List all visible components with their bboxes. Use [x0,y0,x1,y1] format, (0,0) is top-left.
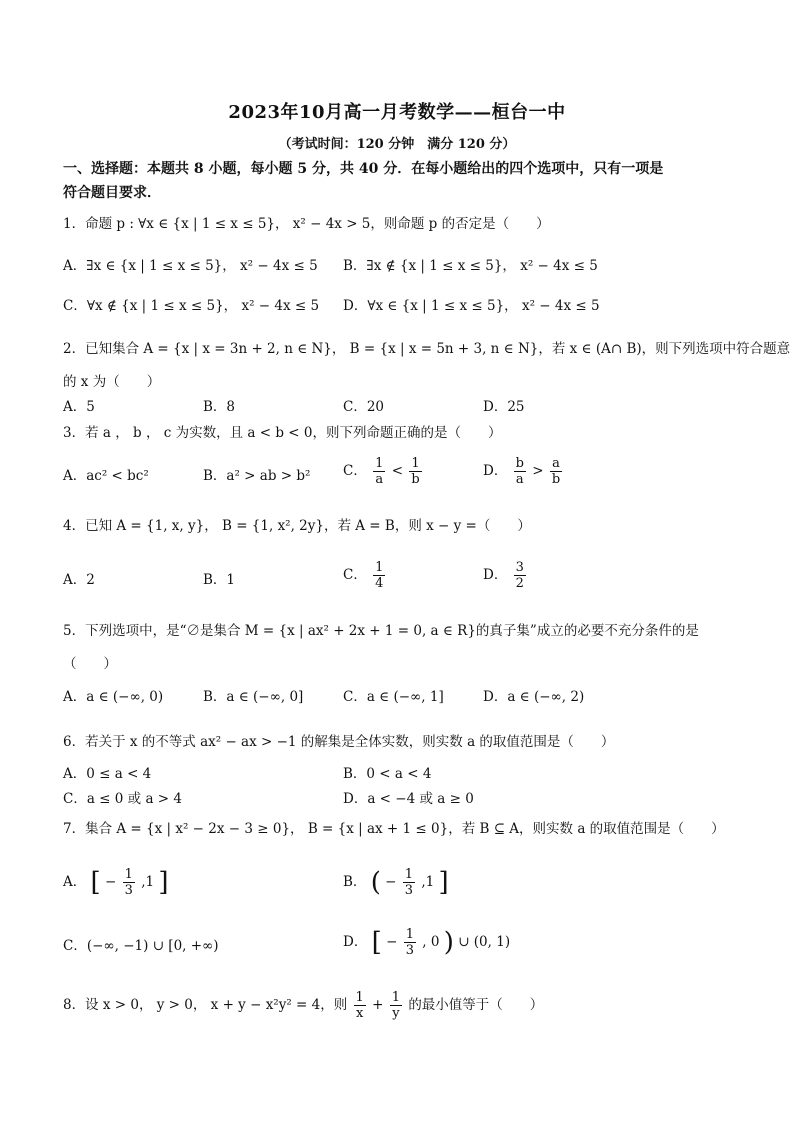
section-heading-line1: 一、选择题：本题共 8 小题，每小题 5 分，共 40 分．在每小题给出的四个选项中，只有一项是 [63,161,664,177]
numerator: 1 [375,560,384,575]
question-2-option-c: C．20 [343,399,385,415]
fraction [373,456,385,487]
question-1-option-a: A．∃x ∈ {x | 1 ≤ x ≤ 5}， x² − 4x ≤ 5 [63,258,318,274]
right-bracket: ] [158,867,169,898]
minus-sign: − [105,874,117,890]
option-label: C． [343,567,367,583]
question-6-option-c: C．a ≤ 0 或 a > 4 [63,791,182,807]
denominator: 3 [405,943,414,958]
numerator: 1 [391,990,401,1005]
upper-bound: , 0 [422,934,440,950]
numerator: 1 [375,456,384,471]
option-label: D． [343,934,368,950]
denominator: 2 [515,576,524,591]
denominator: a [375,472,384,487]
question-2-option-b: B．8 [203,399,236,415]
fraction [403,867,415,898]
question-7-option-a [63,867,169,898]
option-label: D． [483,567,508,583]
numerator: 1 [405,927,414,942]
question-5-option-c: C．a ∈ (−∞, 1] [343,689,444,705]
denominator: 3 [124,883,133,898]
question-5-stem-continued: （ ） [63,656,117,672]
question-1-option-d: D．∀x ∈ {x | 1 ≤ x ≤ 5}， x² − 4x ≤ 5 [343,298,600,314]
denominator: b [411,472,420,487]
option-label: B． [343,874,367,890]
question-2-stem-continued: 的 x 为（ ） [63,374,161,390]
minus-sign: − [386,934,398,950]
left-bracket: [ [371,927,382,958]
operator: < [391,463,404,479]
question-4-option-a: A．2 [63,572,95,588]
right-bracket: ) [443,927,454,958]
question-8-stem-post: 的最小值等于（ ） [408,997,544,1013]
question-8-stem [63,990,543,1021]
numerator: 1 [355,990,364,1005]
question-1-option-b: B．∃x ∉ {x | 1 ≤ x ≤ 5}， x² − 4x ≤ 5 [343,258,598,274]
question-5-option-a: A．a ∈ (−∞, 0) [63,689,164,705]
fraction [123,867,135,898]
numerator: b [515,456,524,471]
denominator: 3 [404,883,414,898]
question-8-stem-pre: 8．设 x > 0， y > 0， x + y − x²y² = 4，则 [63,997,348,1013]
question-3-option-d [483,456,564,487]
fraction [390,990,402,1021]
fraction [404,927,416,958]
question-3-option-a: A．ac² < bc² [63,468,149,484]
numerator: 1 [124,867,133,882]
right-bracket: ] [438,867,449,898]
fraction [514,560,526,591]
question-7-option-d [343,927,510,958]
denominator: x [356,1006,364,1021]
question-4-option-d [483,560,528,591]
exam-info: （考试时间：120 分钟 满分 120 分） [278,137,516,152]
question-6-option-b: B．0 < a < 4 [343,766,432,782]
left-bracket: [ [90,867,101,898]
operator: + [372,997,384,1013]
page-title: 2023年10月高一月考数学——桓台一中 [228,102,566,123]
option-label: A． [63,874,87,890]
fraction [373,560,385,591]
left-bracket: ( [370,867,381,898]
upper-bound: ,1 [141,874,155,890]
question-3-stem: 3．若 a ， b ， c 为实数，且 a < b < 0，则下列命题正确的是（ ） [63,425,502,441]
option-label: C． [343,463,367,479]
question-6-stem: 6．若关于 x 的不等式 ax² − ax > −1 的解集是全体实数，则实数 a 的取值范围是（ ） [63,734,615,750]
question-4-stem: 4．已知 A = {1, x, y}， B = {1, x², 2y}，若 A = B，则 x − y =（ ） [63,518,531,534]
question-7-stem: 7．集合 A = {x | x² − 2x − 3 ≥ 0}， B = {x | ax + 1 ≤ 0}，若 B ⊆ A，则实数 a 的取值范围是（ ） [63,821,725,837]
question-6-option-d: D．a < −4 或 a ≥ 0 [343,791,474,807]
numerator: a [550,456,562,472]
question-2-option-d: D．25 [483,399,525,415]
denominator: a [515,472,524,487]
section-heading-line2: 符合题目要求． [63,185,161,201]
denominator: y [392,1006,400,1021]
question-1-stem: 1．命题 p : ∀x ∈ {x | 1 ≤ x ≤ 5}， x² − 4x > 5，则命题 p 的否定是（ ） [63,216,550,232]
denominator: 4 [375,576,384,591]
question-7-option-c: C．(−∞, −1) ∪ [0, +∞) [63,938,219,954]
numerator: 3 [515,560,524,575]
question-6-option-a: A．0 ≤ a < 4 [63,766,152,782]
question-2-stem: 2．已知集合 A = {x | x = 3n + 2, n ∈ N}， B = {x | x = 5n + 3, n ∈ N}，若 x ∈ (A∩ B)，则下列选项中符合题意 [63,341,791,357]
section-heading [63,157,743,205]
fraction [550,456,562,487]
question-5-stem: 5．下列选项中，是“∅是集合 M = {x | ax² + 2x + 1 = 0, a ∈ R}的真子集”成立的必要不充分条件的是 [63,623,699,639]
question-2-option-a: A．5 [63,399,95,415]
numerator: 1 [404,867,414,882]
question-4-option-b: B．1 [203,572,236,588]
question-3-option-b: B．a² > ab > b² [203,468,311,484]
denominator: b [551,472,561,487]
question-1-option-c: C．∀x ∉ {x | 1 ≤ x ≤ 5}， x² − 4x ≤ 5 [63,298,320,314]
question-4-option-c [343,560,387,591]
option-label: D． [483,463,508,479]
question-7-option-b [343,867,449,898]
question-5-option-d: D．a ∈ (−∞, 2) [483,689,585,705]
question-5-option-b: B．a ∈ (−∞, 0] [203,689,304,705]
operator: > [532,463,544,479]
numerator: 1 [409,456,421,472]
question-3-option-c [343,456,424,487]
fraction [409,456,421,487]
union-part: ∪ (0, 1) [458,934,511,950]
upper-bound: ,1 [421,874,435,890]
fraction [354,990,366,1021]
fraction [514,456,526,487]
minus-sign: − [385,874,397,890]
